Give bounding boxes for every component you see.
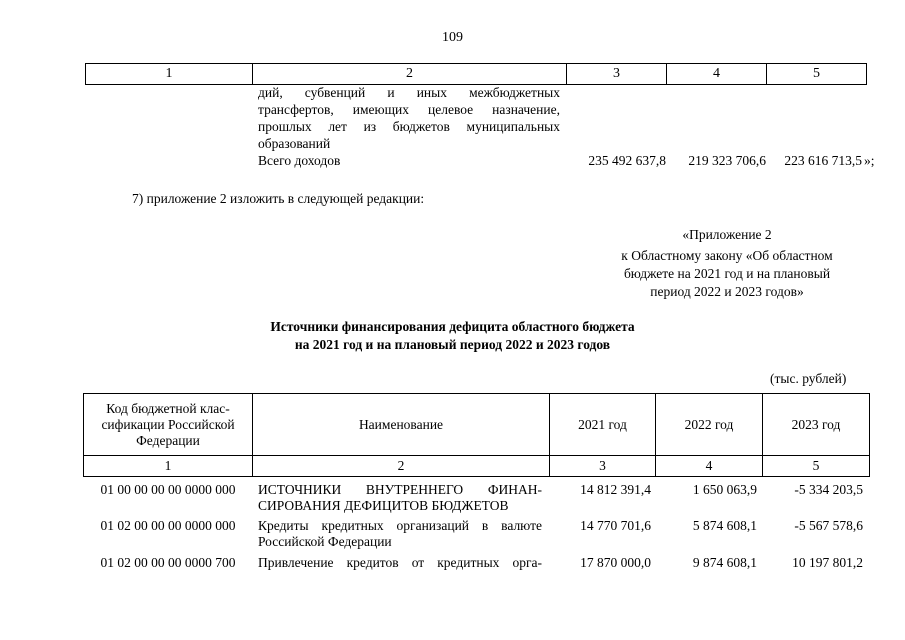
table-title-line: Источники финансирования дефицита областного бюджета bbox=[270, 319, 635, 334]
row-value-2022: 1 650 063,9 bbox=[692, 482, 757, 497]
row-value-2021: 17 870 000,0 bbox=[580, 555, 651, 570]
col-number: 3 bbox=[567, 64, 667, 85]
row-code: 01 00 00 00 00 0000 000 bbox=[100, 482, 236, 497]
units-label: (тыс. рублей) bbox=[770, 371, 847, 386]
col-number: 1 bbox=[84, 456, 253, 477]
financing-sources-table-header bbox=[83, 393, 870, 477]
header-name: Наименование bbox=[253, 394, 550, 456]
appendix-line: к Областному закону «Об областном bbox=[621, 248, 833, 263]
appendix-title: «Приложение 2 bbox=[682, 227, 772, 242]
text-line: прошлых лет из бюджетов муниципальных bbox=[258, 119, 560, 134]
row-name-line: Привлечение кредитов от кредитных орга- bbox=[258, 555, 542, 570]
header-code-line: Код бюджетной клас- bbox=[106, 400, 230, 416]
row-value-2023: -5 334 203,5 bbox=[794, 482, 863, 497]
row-value-2021: 14 812 391,4 bbox=[580, 482, 651, 497]
table-title bbox=[0, 318, 905, 354]
row-name-line: СИРОВАНИЯ ДЕФИЦИТОВ БЮДЖЕТОВ bbox=[258, 498, 509, 513]
header-code-line: Федерации bbox=[136, 432, 200, 448]
header-year-2022: 2022 год bbox=[656, 394, 763, 456]
col-number: 1 bbox=[86, 64, 253, 85]
row-value-2021: 14 770 701,6 bbox=[580, 518, 651, 533]
row-value-2022: 5 874 608,1 bbox=[692, 518, 757, 533]
col-number: 4 bbox=[667, 64, 767, 85]
row-value-2022: 9 874 608,1 bbox=[692, 555, 757, 570]
page-number: 109 bbox=[442, 30, 463, 45]
total-value-2022: 219 323 706,6 bbox=[688, 153, 766, 168]
col-number: 2 bbox=[253, 64, 567, 85]
col-number: 2 bbox=[253, 456, 550, 477]
row-name bbox=[258, 482, 542, 514]
col-number: 5 bbox=[767, 64, 867, 85]
header-code bbox=[84, 394, 253, 456]
text-line: трансфертов, имеющих целевое назначение, bbox=[258, 102, 560, 117]
appendix-line: бюджете на 2021 год и на плановый bbox=[623, 266, 831, 281]
row-name bbox=[258, 518, 542, 550]
header-code-line: сификации Российской bbox=[101, 416, 235, 432]
total-label: Всего доходов bbox=[258, 153, 341, 168]
text-line: образований bbox=[258, 136, 331, 151]
col-number: 4 bbox=[656, 456, 763, 477]
row-code: 01 02 00 00 00 0000 700 bbox=[100, 555, 236, 570]
row-code: 01 02 00 00 00 0000 000 bbox=[100, 518, 236, 533]
amendment-instruction: 7) приложение 2 изложить в следующей редакции: bbox=[132, 191, 425, 206]
appendix-line: период 2022 и 2023 годов» bbox=[650, 284, 804, 299]
row-name-line: ИСТОЧНИКИ ВНУТРЕННЕГО ФИНАН- bbox=[258, 482, 542, 497]
row-name bbox=[258, 555, 542, 571]
header-year-2023: 2023 год bbox=[763, 394, 870, 456]
text-line: дий, субвенций и иных межбюджетных bbox=[258, 85, 560, 100]
row-value-2023: 10 197 801,2 bbox=[792, 555, 863, 570]
col-number: 5 bbox=[763, 456, 870, 477]
total-closing-quote: »; bbox=[864, 153, 875, 168]
header-year-2021: 2021 год bbox=[550, 394, 656, 456]
row-name-line: Российской Федерации bbox=[258, 534, 392, 549]
continued-table-header bbox=[85, 63, 867, 85]
row-value-2023: -5 567 578,6 bbox=[794, 518, 863, 533]
col-number: 3 bbox=[550, 456, 656, 477]
appendix-reference bbox=[600, 247, 854, 301]
total-value-2023: 223 616 713,5 bbox=[784, 153, 862, 168]
total-value-2021: 235 492 637,8 bbox=[588, 153, 666, 168]
continued-row-text bbox=[258, 84, 560, 152]
table-title-line: на 2021 год и на плановый период 2022 и 2023 годов bbox=[294, 337, 611, 352]
row-name-line: Кредиты кредитных организаций в валюте bbox=[258, 518, 542, 533]
